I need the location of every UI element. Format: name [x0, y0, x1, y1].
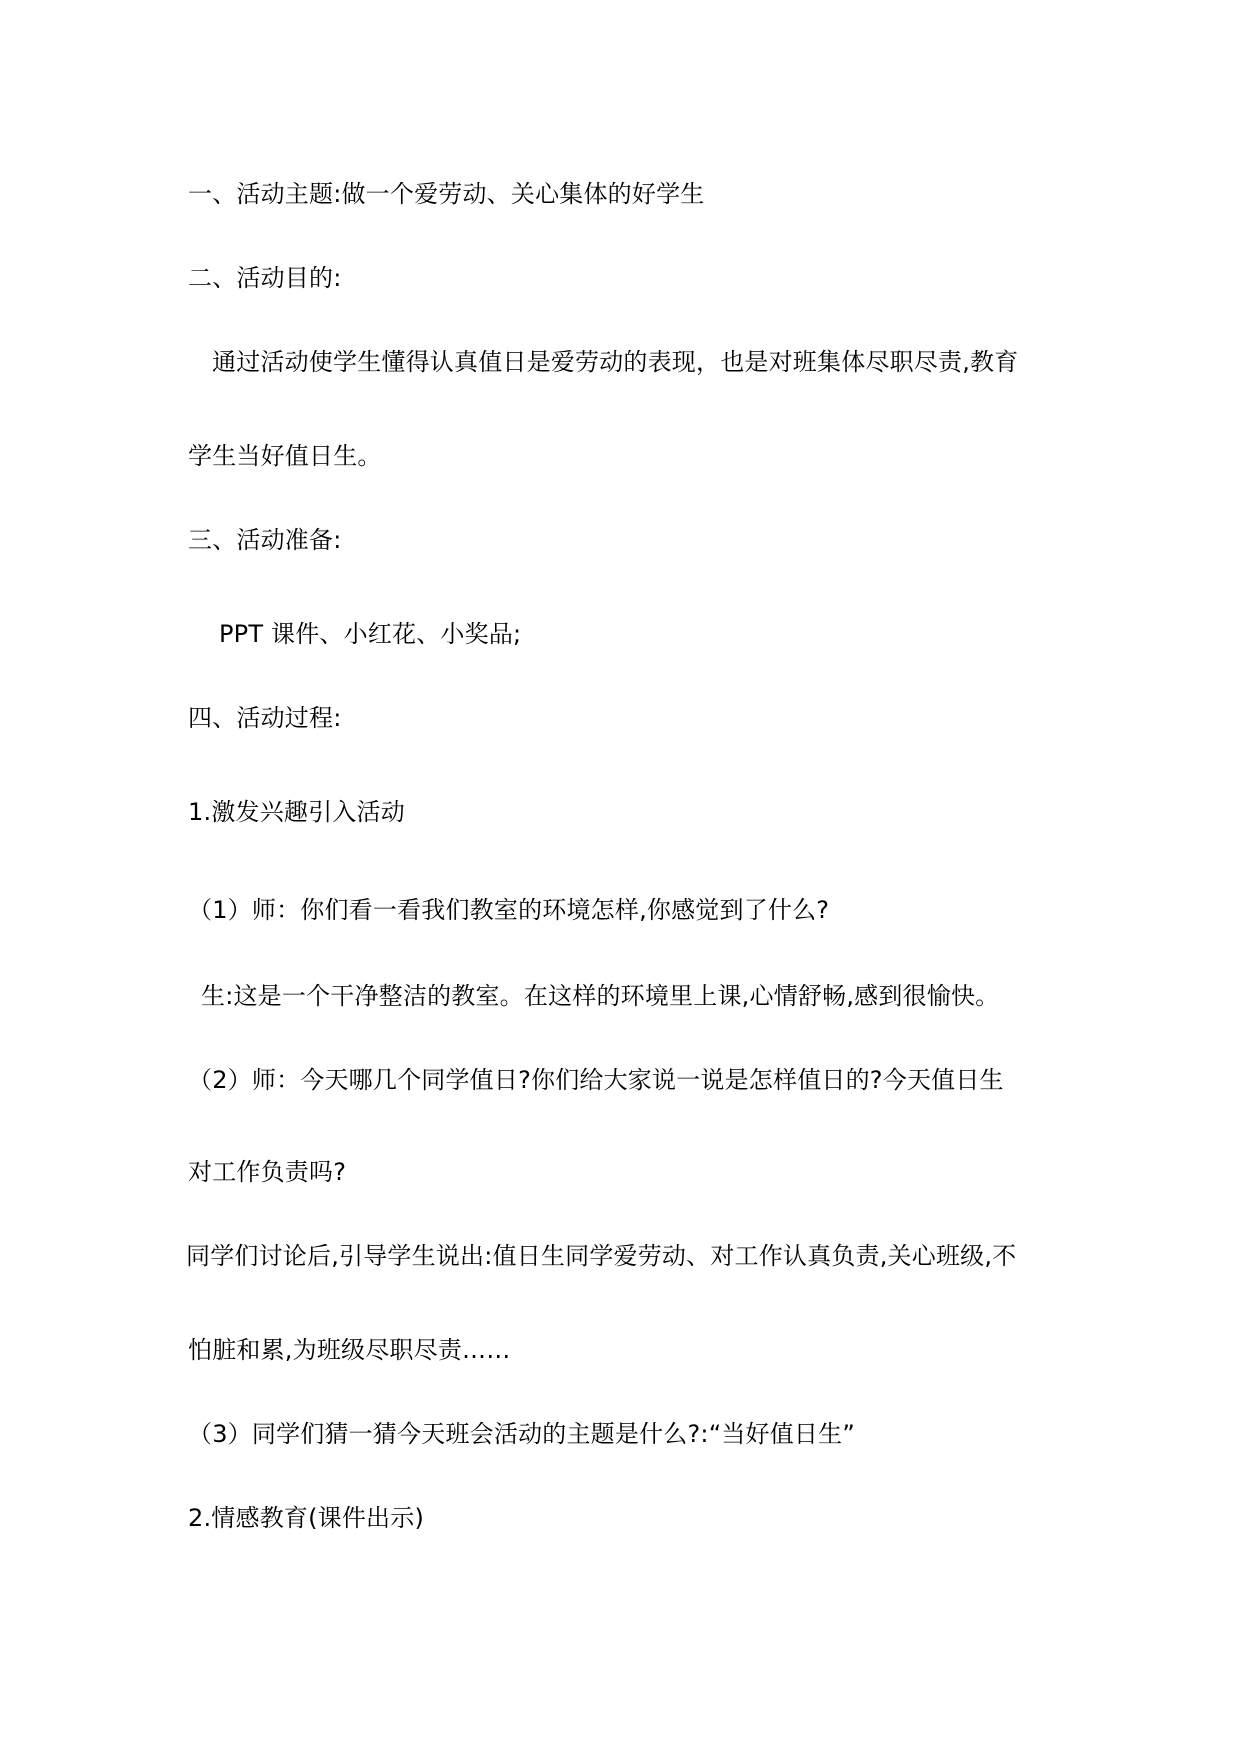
- paragraph-student-answer-1: 生:这是一个干净整洁的教室。在这样的环境里上课,心情舒畅,感到很愉快。: [201, 982, 1000, 1010]
- section-heading-process: 四、活动过程:: [188, 704, 342, 732]
- paragraph-purpose-line-2: 学生当好值日生。: [188, 442, 382, 470]
- subheading-step-1: 1.激发兴趣引入活动: [188, 798, 405, 826]
- paragraph-teacher-question-3: （3）同学们猜一猜今天班会活动的主题是什么?:“当好值日生”: [188, 1420, 855, 1448]
- section-heading-purpose: 二、活动目的:: [188, 264, 342, 292]
- section-heading-preparation: 三、活动准备:: [188, 526, 342, 554]
- paragraph-teacher-question-1: （1）师：你们看一看我们教室的环境怎样,你感觉到了什么?: [188, 896, 830, 924]
- paragraph-discussion-line-2: 怕脏和累,为班级尽职尽责……: [188, 1336, 511, 1364]
- paragraph-teacher-question-2-line-1: （2）师：今天哪几个同学值日?你们给大家说一说是怎样值日的?今天值日生: [188, 1066, 1004, 1094]
- paragraph-discussion-line-1: 同学们讨论后,引导学生说出:值日生同学爱劳动、对工作认真负责,关心班级,不: [186, 1242, 1017, 1270]
- subheading-step-2: 2.情感教育(课件出示): [188, 1504, 425, 1532]
- paragraph-teacher-question-2-line-2: 对工作负责吗?: [188, 1158, 347, 1186]
- paragraph-purpose-line-1: 通过活动使学生懂得认真值日是爱劳动的表现，也是对班集体尽职尽责,教育: [212, 348, 1019, 376]
- section-heading-theme: 一、活动主题:做一个爱劳动、关心集体的好学生: [188, 180, 705, 208]
- paragraph-preparation: PPT 课件、小红花、小奖品;: [219, 620, 522, 648]
